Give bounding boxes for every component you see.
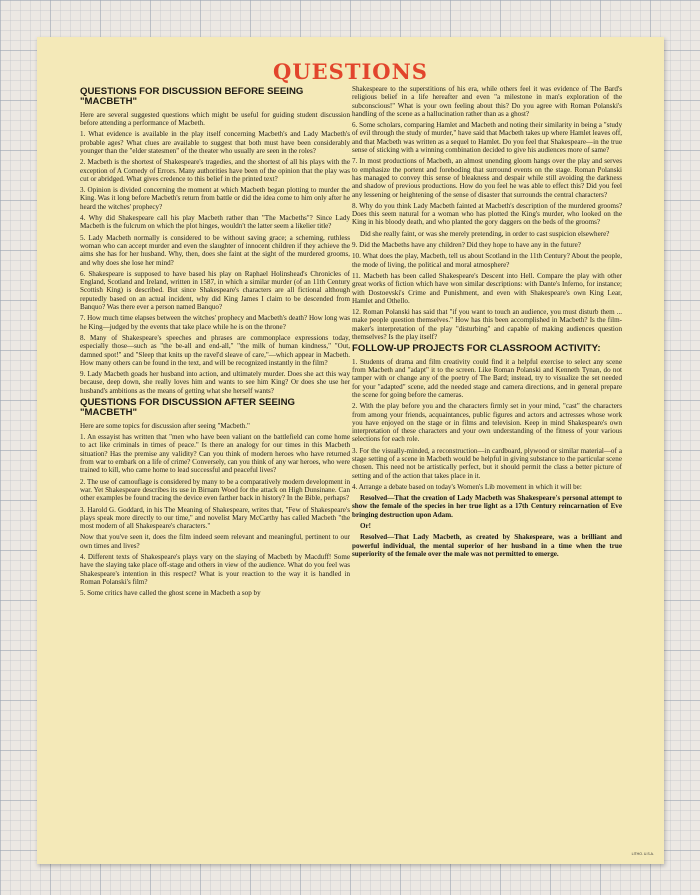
question-item: 6. Some scholars, comparing Hamlet and Macbeth and noting their similarity in being a "study of evil through the study of murder," have said that Macbeth takes up where Hamlet leaves off, and that Macbeth was written as a sequel to Hamlet. Do you feel that Shakespeare—in the true sense of sticking with a winning combination decided to give his audiences more of same? xyxy=(352,121,622,155)
question-item: 6. Shakespeare is supposed to have based his play on Raphael Holinshead's Chronicles of England, Scotland and Ireland, written in 1587, in which a similar murder (of an 11th Century Scottish King) is described. But since Shakespeare's characters are all fictional although reputedly based on an actual incident, why did King James I claim to be descended from Banquo? Was there ever a person named Banquo? xyxy=(80,269,350,312)
question-item: Now that you've seen it, does the film indeed seem relevant and meaningful, pertinent to our own times and lives? xyxy=(80,533,350,550)
question-item: Did she really faint, or was she merely pretending, in order to cast suspicion elsewhere? xyxy=(360,229,610,238)
question-item: 2. The use of camouflage is considered by many to be a comparatively modern development in war. Yet Shakespeare describes its use in Birnam Wood for the attack on High Dunsinane. Can other examples be found tracing the device even farther back in history? In the Bible, perhaps? xyxy=(80,477,350,503)
right-column xyxy=(352,85,622,561)
question-item: 7. How much time elapses between the witches' prophecy and Macbeth's death? How long was he King—judged by the events that take place while he is on the throne? xyxy=(80,314,350,331)
question-item: 9. Lady Macbeth goads her husband into action, and ultimately murder. Does she act this way because, deep down, she really loves him and wants to see him King? Or does she use her husband's ambitions as the means of getting what she herself wants? xyxy=(80,370,350,395)
project-item: 3. For the visually-minded, a reconstruction—in cardboard, plywood or similar material—of a stage setting of a scene in Macbeth would be helpful in giving substance to the particular scene chosen. This need not be artistically perfect, but it should permit the class a better picture of setting and of the action that takes place in it. xyxy=(352,446,622,480)
question-item: 3. Harold G. Goddard, in his The Meaning of Shakespeare, writes that, "Few of Shakespeare's plays speak more directly to our time," and novelist Mary McCarthy has called Macbeth "the most modern of all Shakespeare's characters." xyxy=(80,505,350,531)
after-intro: Here are some topics for discussion after seeing "Macbeth." xyxy=(80,421,250,430)
question-item: 3. Opinion is divided concerning the moment at which Macbeth began plotting to murder the King. Was it long before Macbeth's return from battle or did the idea come to him only after he heard the witches' prophecy? xyxy=(80,186,350,211)
document-page xyxy=(37,37,664,864)
question-item: 5. Lady Macbeth normally is considered to be without saving grace; a scheming, ruthless woman who can accept murder and even the slaughter of innocent children if they achieve the aims she has for her husband. Why, then, does she faint at the sight of the murdered grooms, and why does she lose her mind? xyxy=(80,233,350,267)
question-item: 10. What does the play, Macbeth, tell us about Scotland in the 11th Century? About the people, the mode of living, the political and moral atmosphere? xyxy=(352,252,622,269)
question-item: 4. Different texts of Shakespeare's plays vary on the slaying of Macbeth by Macduff! Some have the slaying take place off-stage and others in view of the audience. What do you feel was Shakespeare's intention in this respect? What is your reaction to the way it is handled in Roman Polanski's film? xyxy=(80,552,350,586)
followup-heading: FOLLOW-UP PROJECTS FOR CLASSROOM ACTIVITY: xyxy=(352,343,601,355)
printer-mark: LITHO. U.S.A. xyxy=(631,852,654,856)
question-item: 1. An essayist has written that "men who have been valiant on the battlefield can come home to act like criminals in times of peace." Is there an analogy for our times in this Macbeth situation? Has the premise any validity? Can you think of modern heroes who have returned from war to embark on a life of crime? Conversely, can you think of any war heroes, who were trained to kill, who came home to lead successful and peaceful lives? xyxy=(80,433,350,475)
question-item: 12. Roman Polanski has said that "if you want to touch an audience, you must disturb them ... make people question themselves." How has this been accomplished in Macbeth? Is the film-maker's interpretation of the play "disturbing" and capable of making audiences question themselves? Is the play itself? xyxy=(352,308,622,342)
question-item: 5. Some critics have called the ghost scene in Macbeth a sop by xyxy=(80,589,261,598)
before-heading: QUESTIONS FOR DISCUSSION BEFORE SEEING "MACBETH" xyxy=(80,86,304,108)
question-item: 4. Why did Shakespeare call his play Macbeth rather than "The Macbeths"? Since Lady Macbeth is the fulcrum on which the plot hinges, wouldn't the latter seem a likelier title? xyxy=(80,214,350,231)
before-intro: Here are several suggested questions which might be useful for guiding student discussion before attending a performance of Macbeth. xyxy=(80,110,350,128)
project-item: 2. With the play before you and the characters firmly set in your mind, "cast" the characters from among your friends, acquaintances, public figures and actors and actresses whose work you have enjoyed on the stage or in films and television. Keep in mind Shakespeare's own interpretation of these characters and your own understanding of the fitness of your various selections for each role. xyxy=(352,402,622,444)
project-item: 4. Arrange a debate based on today's Women's Lib movement in which it will be: xyxy=(352,482,582,491)
resolved-statement: Resolved—That Lady Macbeth, as created by Shakespeare, was a brilliant and powerful individual, the mental superior of her husband in a time when the true superiority of the female over the male was not permitted to emerge. xyxy=(352,533,622,558)
question-item: Shakespeare to the superstitions of his era, while others feel it was evidence of The Bard's religious belief in a life hereafter and even "a milestone in man's exploration of the subconscious!" What is your own feeling about this? Do you agree with Roman Polanski's handling of the scene as a hallucination rather than as a ghost? xyxy=(352,85,622,118)
question-item: 7. In most productions of Macbeth, an almost unending gloom hangs over the play and serves to emphasize the portent and foreboding that surround events on the stage. Roman Polanski has managed to convey this sense of bleakness and despair while still avoiding the darkness and shadow of previous productions. How do you feel he was able to effect this? Did you feel any lessening or heightening of the sense of disaster that surrounds the central characters? xyxy=(352,157,622,199)
left-column xyxy=(80,85,350,600)
project-item: 1. Students of drama and film creativity could find it a helpful exercise to select any scene from Macbeth and "adapt" it to the screen. Like Roman Polanski and Kenneth Tynan, do not tamper with or change any of the poetry of The Bard; instead, try to visualize the set needed for your "adapted" scene, add the needed stage and camera directions, and in general prepare the scene for going before the cameras. xyxy=(352,357,622,399)
question-item: 8. Many of Shakespeare's speeches and phrases are commonplace expressions today, especially those—such as "the be-all and end-all," "the milk of human kindness," "Out, damned spot!" and "Sleep that knits up the ravel'd sleave of care,"—which appear in Macbeth. How many others can be found in the text, and will be recognized instantly in the film? xyxy=(80,333,350,367)
question-item: 9. Did the Macbeths have any children? Did they hope to have any in the future? xyxy=(352,241,581,250)
question-item: 1. What evidence is available in the play itself concerning Macbeth's and Lady Macbeth's probable ages? What clues are available to suggest that both must have been considerably younger than the "elder statesmen" of the theater who usually are seen in the roles? xyxy=(80,130,350,155)
resolved-statement: Resolved—That the creation of Lady Macbeth was Shakespeare's personal attempt to show the female of the species in her true light as a 17th Century reincarnation of Eve bringing destruction upon Adam. xyxy=(352,494,622,519)
or-text: Or! xyxy=(360,522,372,531)
after-heading: QUESTIONS FOR DISCUSSION AFTER SEEING "MACBETH" xyxy=(80,397,295,419)
question-item: 11. Macbeth has been called Shakespeare's Descent into Hell. Compare the play with other great works of fiction which have won similar descriptions: with Dante's Inferno, for instance; with Dostoevski's Crime and Punishment, and even with Shakespeare's own King Lear, Hamlet and Othello. xyxy=(352,271,622,305)
question-item: 2. Macbeth is the shortest of Shakespeare's tragedies, and the shortest of all his plays with the exception of A Comedy of Errors. Many authorities have been of the opinion that the play was cut or abridged. What gives credence to this belief in the printed text? xyxy=(80,158,350,183)
question-item: 8. Why do you think Lady Macbeth fainted at Macbeth's description of the murdered grooms? Does this seem natural for a woman who has plotted the King's murder, who looked on the King in his bloody death, and who planted the gory daggers on the beds of the grooms? xyxy=(352,201,622,227)
page-title: QUESTIONS xyxy=(273,59,428,84)
